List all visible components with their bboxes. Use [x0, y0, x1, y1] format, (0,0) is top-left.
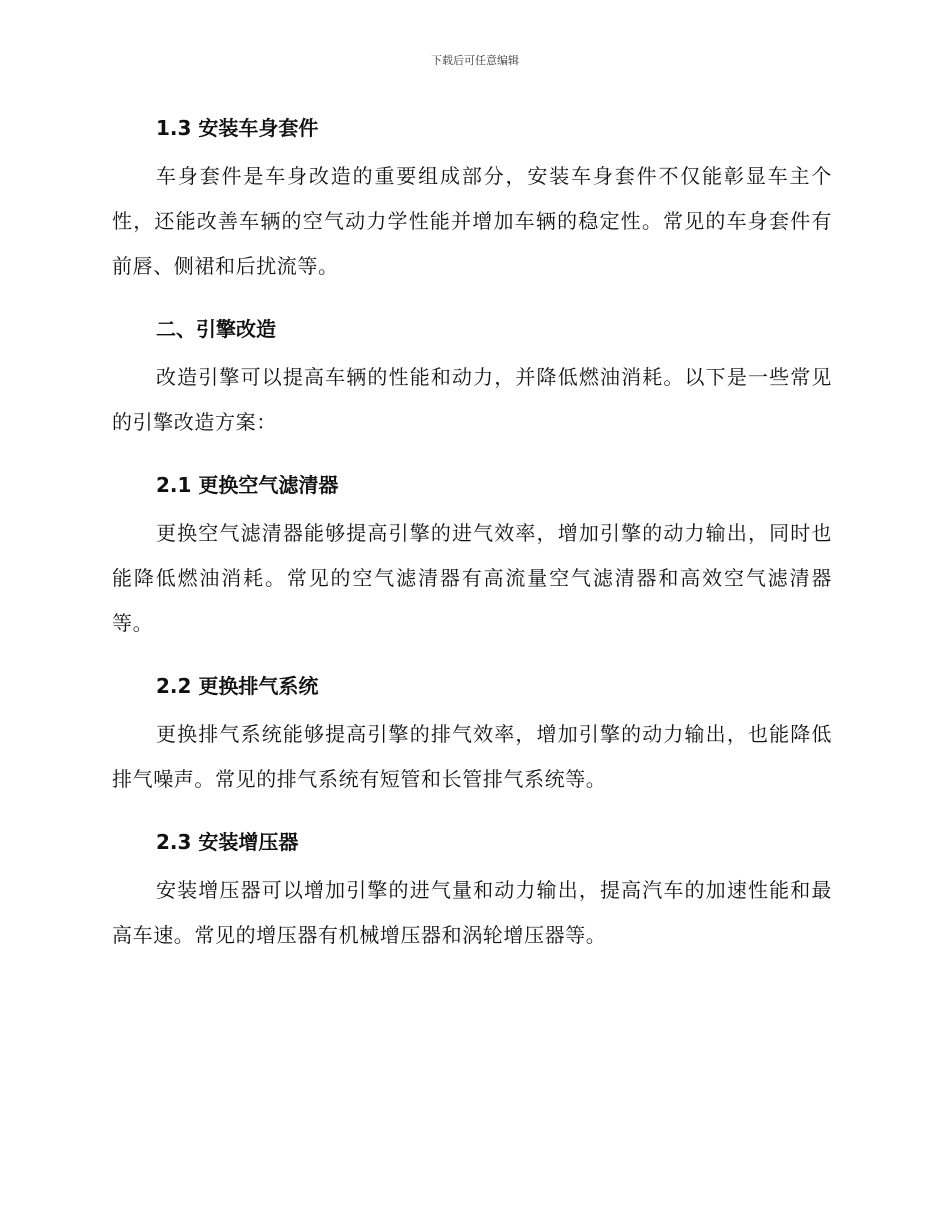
section-heading-2-3: 2.3 安装增压器 — [156, 830, 299, 854]
section-heading-1-3: 1.3 安装车身套件 — [156, 116, 319, 140]
section-paragraph-2-2: 更换排气系统能够提高引擎的排气效率，增加引擎的动力输出，也能降低排气噪声。常见的排气系统有短管和长管排气系统等。 — [112, 722, 832, 791]
section-paragraph-2: 改造引擎可以提高车辆的性能和动力，并降低燃油消耗。以下是一些常见的引擎改造方案： — [112, 365, 832, 434]
document-body — [112, 112, 832, 958]
section-paragraph-1-3: 车身套件是车身改造的重要组成部分，安装车身套件不仅能彰显车主个性，还能改善车辆的空气动力学性能并增加车辆的稳定性。常见的车身套件有前唇、侧裙和后扰流等。 — [112, 164, 832, 278]
section-paragraph-2-3: 安装增压器可以增加引擎的进气量和动力输出，提高汽车的加速性能和最高车速。常见的增压器有机械增压器和涡轮增压器等。 — [112, 878, 832, 947]
section-paragraph-2-1: 更换空气滤清器能够提高引擎的进气效率，增加引擎的动力输出，同时也能降低燃油消耗。常见的空气滤清器有高流量空气滤清器和高效空气滤清器等。 — [112, 521, 832, 635]
section-heading-2-1: 2.1 更换空气滤清器 — [156, 473, 339, 497]
section-heading-2-2: 2.2 更换排气系统 — [156, 674, 319, 698]
section-heading-2: 二、引擎改造 — [156, 317, 276, 341]
page-header: 下载后可任意编辑 — [431, 54, 519, 67]
